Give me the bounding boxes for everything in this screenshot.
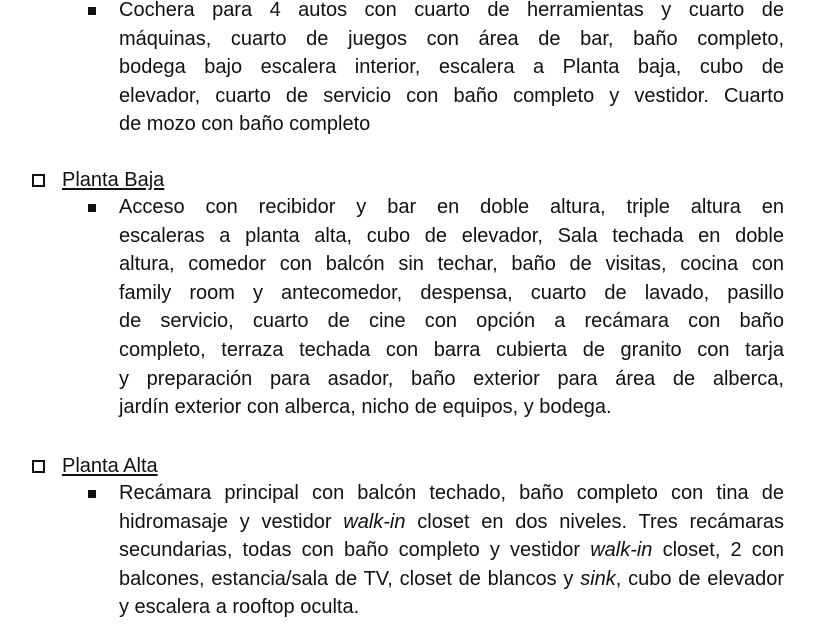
- section-heading-label: Planta Alta: [62, 455, 158, 477]
- checkbox-bullet-icon: [32, 174, 45, 187]
- italic-run: walk-in: [590, 539, 653, 562]
- checkbox-bullet-icon: [32, 460, 45, 473]
- line: completo, terraza techada con barra cubierta de granito con tarja: [119, 338, 784, 361]
- italic-run: sink: [580, 567, 616, 590]
- bullet-text-sotano: [119, 0, 784, 139]
- line: jardín exterior con alberca, nicho de equipos, y bodega.: [119, 396, 612, 419]
- line: family room y antecomedor, despensa, cuarto de lavado, pasillo: [119, 281, 784, 304]
- line: máquinas, cuarto de juegos con área de bar, baño completo,: [119, 27, 784, 50]
- line: elevador, cuarto de servicio con baño completo y vestidor. Cuarto: [119, 84, 784, 107]
- section-heading-planta-alta: [32, 454, 158, 478]
- line: de mozo con baño completo: [119, 113, 371, 136]
- bullet-square-icon: [88, 7, 96, 15]
- text-run: , cubo de elevador y escalera a rooftop oculta.: [119, 567, 784, 619]
- text-run: closet en dos niveles. Tres recámaras secundarias, todas con baño completo y vestidor: [119, 510, 784, 562]
- text-run: closet, 2 con balcones, estancia/sala de TV, closet de blancos y: [119, 539, 785, 590]
- line: de servicio, cuarto de cine con opción a recámara con baño: [119, 310, 784, 333]
- italic-run: walk-in: [343, 510, 406, 533]
- line: Acceso con recibidor y bar en doble altura, triple altura en: [119, 196, 784, 218]
- line: bodega bajo escalera interior, escalera a Planta baja, cubo de: [119, 56, 784, 79]
- bullet-square-icon: [88, 490, 96, 498]
- line: altura, comedor con balcón sin techar, baño de visitas, cocina con: [119, 253, 784, 276]
- line: Cochera para 4 autos con cuarto de herramientas y cuarto de: [119, 0, 784, 21]
- section-heading-label: Planta Baja: [62, 169, 165, 191]
- section-heading-planta-baja: [32, 168, 164, 192]
- bullet-text-planta-alta: [119, 479, 784, 622]
- bullet-text-planta-baja: [119, 193, 784, 422]
- line: escaleras a planta alta, cubo de elevador, Sala techada en doble: [119, 224, 784, 247]
- line: y preparación para asador, baño exterior para área de alberca,: [119, 367, 784, 390]
- text-run: Recámara principal con balcón techado, baño completo con tina de hidromasaje y vestidor: [119, 482, 784, 533]
- bullet-square-icon: [88, 204, 96, 212]
